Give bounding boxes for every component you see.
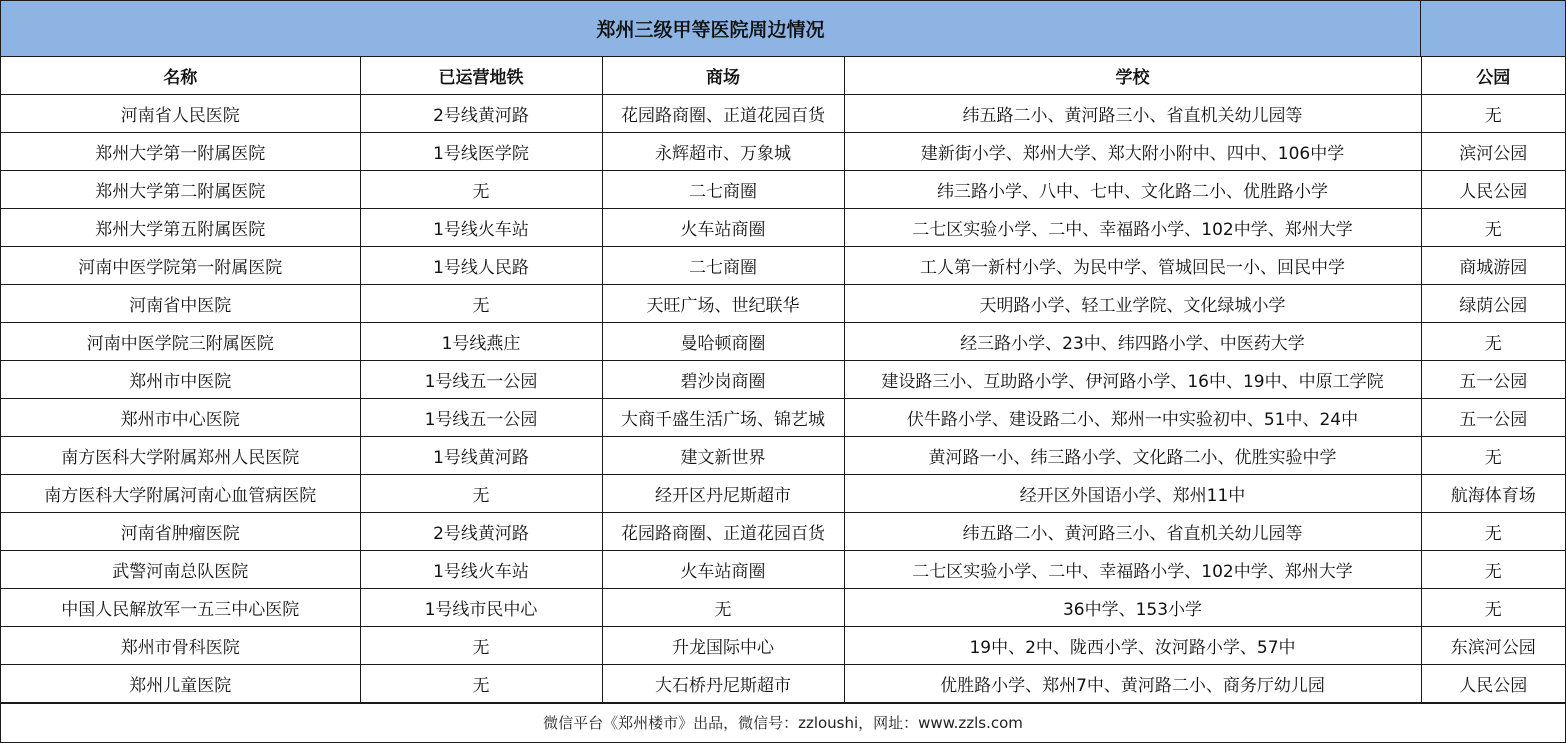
footer-credit: 微信平台《郑州楼市》出品，微信号：zzloushi，网址：www.zzls.com: [543, 713, 1023, 732]
cell-mall: 建文新世界: [602, 437, 844, 475]
title-blank-cell: [1421, 1, 1565, 56]
cell-name: 郑州大学第二附属医院: [1, 171, 360, 209]
cell-mall: 碧沙岗商圈: [602, 361, 844, 399]
cell-mall: 花园路商圈、正道花园百货: [602, 513, 844, 551]
table-row: [1, 95, 1565, 133]
cell-metro: 1号线燕庄: [360, 323, 602, 361]
table-row: [1, 513, 1565, 551]
table-row: [1, 133, 1565, 171]
cell-metro: 无: [360, 627, 602, 665]
cell-school: 天明路小学、轻工业学院、文化绿城小学: [844, 285, 1421, 323]
cell-name: 南方医科大学附属郑州人民医院: [1, 437, 360, 475]
table-title: 郑州三级甲等医院周边情况: [1, 1, 1421, 56]
cell-metro: 无: [360, 171, 602, 209]
cell-mall: 大商千盛生活广场、锦艺城: [602, 399, 844, 437]
table-row: [1, 475, 1565, 513]
table-row: [1, 323, 1565, 361]
cell-name: 郑州儿童医院: [1, 665, 360, 704]
hospital-table: [1, 57, 1565, 704]
cell-metro: 1号线医学院: [360, 133, 602, 171]
cell-park: 人民公园: [1421, 665, 1565, 704]
cell-metro: 无: [360, 285, 602, 323]
cell-metro: 1号线黄河路: [360, 437, 602, 475]
cell-mall: 经开区丹尼斯超市: [602, 475, 844, 513]
cell-park: 无: [1421, 551, 1565, 589]
header-park: 公园: [1421, 57, 1565, 95]
cell-park: 五一公园: [1421, 361, 1565, 399]
header-mall: 商场: [602, 57, 844, 95]
cell-mall: 火车站商圈: [602, 551, 844, 589]
cell-metro: 1号线人民路: [360, 247, 602, 285]
table-row: [1, 665, 1565, 704]
cell-park: 无: [1421, 513, 1565, 551]
cell-school: 19中、2中、陇西小学、汝河路小学、57中: [844, 627, 1421, 665]
cell-park: 东滨河公园: [1421, 627, 1565, 665]
table-row: [1, 361, 1565, 399]
cell-mall: 曼哈顿商圈: [602, 323, 844, 361]
cell-name: 郑州大学第五附属医院: [1, 209, 360, 247]
cell-school: 经三路小学、23中、纬四路小学、中医药大学: [844, 323, 1421, 361]
cell-mall: 大石桥丹尼斯超市: [602, 665, 844, 704]
cell-mall: 火车站商圈: [602, 209, 844, 247]
cell-mall: 二七商圈: [602, 247, 844, 285]
cell-school: 建新街小学、郑州大学、郑大附小附中、四中、106中学: [844, 133, 1421, 171]
cell-mall: 永辉超市、万象城: [602, 133, 844, 171]
cell-name: 郑州市中心医院: [1, 399, 360, 437]
cell-school: 优胜路小学、郑州7中、黄河路二小、商务厅幼儿园: [844, 665, 1421, 704]
title-row: [1, 1, 1565, 57]
cell-metro: 1号线市民中心: [360, 589, 602, 627]
table-row: [1, 171, 1565, 209]
cell-name: 郑州市中医院: [1, 361, 360, 399]
cell-park: 无: [1421, 589, 1565, 627]
table-row: [1, 437, 1565, 475]
table-row: [1, 589, 1565, 627]
cell-park: 无: [1421, 437, 1565, 475]
cell-park: 滨河公园: [1421, 133, 1565, 171]
cell-park: 商城游园: [1421, 247, 1565, 285]
table-row: [1, 247, 1565, 285]
table-row: [1, 627, 1565, 665]
cell-metro: 2号线黄河路: [360, 95, 602, 133]
cell-name: 河南中医学院三附属医院: [1, 323, 360, 361]
table-row: [1, 209, 1565, 247]
cell-name: 河南省中医院: [1, 285, 360, 323]
cell-park: 绿荫公园: [1421, 285, 1565, 323]
cell-name: 河南中医学院第一附属医院: [1, 247, 360, 285]
cell-park: 五一公园: [1421, 399, 1565, 437]
cell-school: 36中学、153小学: [844, 589, 1421, 627]
header-metro: 已运营地铁: [360, 57, 602, 95]
cell-metro: 无: [360, 665, 602, 704]
cell-school: 纬三路小学、八中、七中、文化路二小、优胜路小学: [844, 171, 1421, 209]
cell-mall: 升龙国际中心: [602, 627, 844, 665]
cell-park: 无: [1421, 95, 1565, 133]
cell-name: 河南省人民医院: [1, 95, 360, 133]
header-row: [1, 57, 1565, 95]
cell-school: 黄河路一小、纬三路小学、文化路二小、优胜实验中学: [844, 437, 1421, 475]
cell-name: 郑州市骨科医院: [1, 627, 360, 665]
table-row: [1, 285, 1565, 323]
header-name: 名称: [1, 57, 360, 95]
cell-mall: 二七商圈: [602, 171, 844, 209]
cell-name: 武警河南总队医院: [1, 551, 360, 589]
cell-name: 南方医科大学附属河南心血管病医院: [1, 475, 360, 513]
header-school: 学校: [844, 57, 1421, 95]
cell-park: 航海体育场: [1421, 475, 1565, 513]
table-row: [1, 399, 1565, 437]
cell-park: 人民公园: [1421, 171, 1565, 209]
cell-mall: 无: [602, 589, 844, 627]
cell-metro: 1号线五一公园: [360, 399, 602, 437]
cell-mall: 天旺广场、世纪联华: [602, 285, 844, 323]
cell-school: 纬五路二小、黄河路三小、省直机关幼儿园等: [844, 513, 1421, 551]
table-row: [1, 551, 1565, 589]
cell-school: 伏牛路小学、建设路二小、郑州一中实验初中、51中、24中: [844, 399, 1421, 437]
cell-school: 二七区实验小学、二中、幸福路小学、102中学、郑州大学: [844, 209, 1421, 247]
cell-school: 经开区外国语小学、郑州11中: [844, 475, 1421, 513]
cell-park: 无: [1421, 323, 1565, 361]
cell-metro: 2号线黄河路: [360, 513, 602, 551]
cell-name: 河南省肿瘤医院: [1, 513, 360, 551]
cell-name: 郑州大学第一附属医院: [1, 133, 360, 171]
cell-school: 建设路三小、互助路小学、伊河路小学、16中、19中、中原工学院: [844, 361, 1421, 399]
cell-school: 纬五路二小、黄河路三小、省直机关幼儿园等: [844, 95, 1421, 133]
cell-metro: 1号线火车站: [360, 209, 602, 247]
cell-name: 中国人民解放军一五三中心医院: [1, 589, 360, 627]
cell-metro: 无: [360, 475, 602, 513]
cell-school: 工人第一新村小学、为民中学、管城回民一小、回民中学: [844, 247, 1421, 285]
cell-mall: 花园路商圈、正道花园百货: [602, 95, 844, 133]
cell-park: 无: [1421, 209, 1565, 247]
cell-school: 二七区实验小学、二中、幸福路小学、102中学、郑州大学: [844, 551, 1421, 589]
cell-metro: 1号线五一公园: [360, 361, 602, 399]
cell-metro: 1号线火车站: [360, 551, 602, 589]
